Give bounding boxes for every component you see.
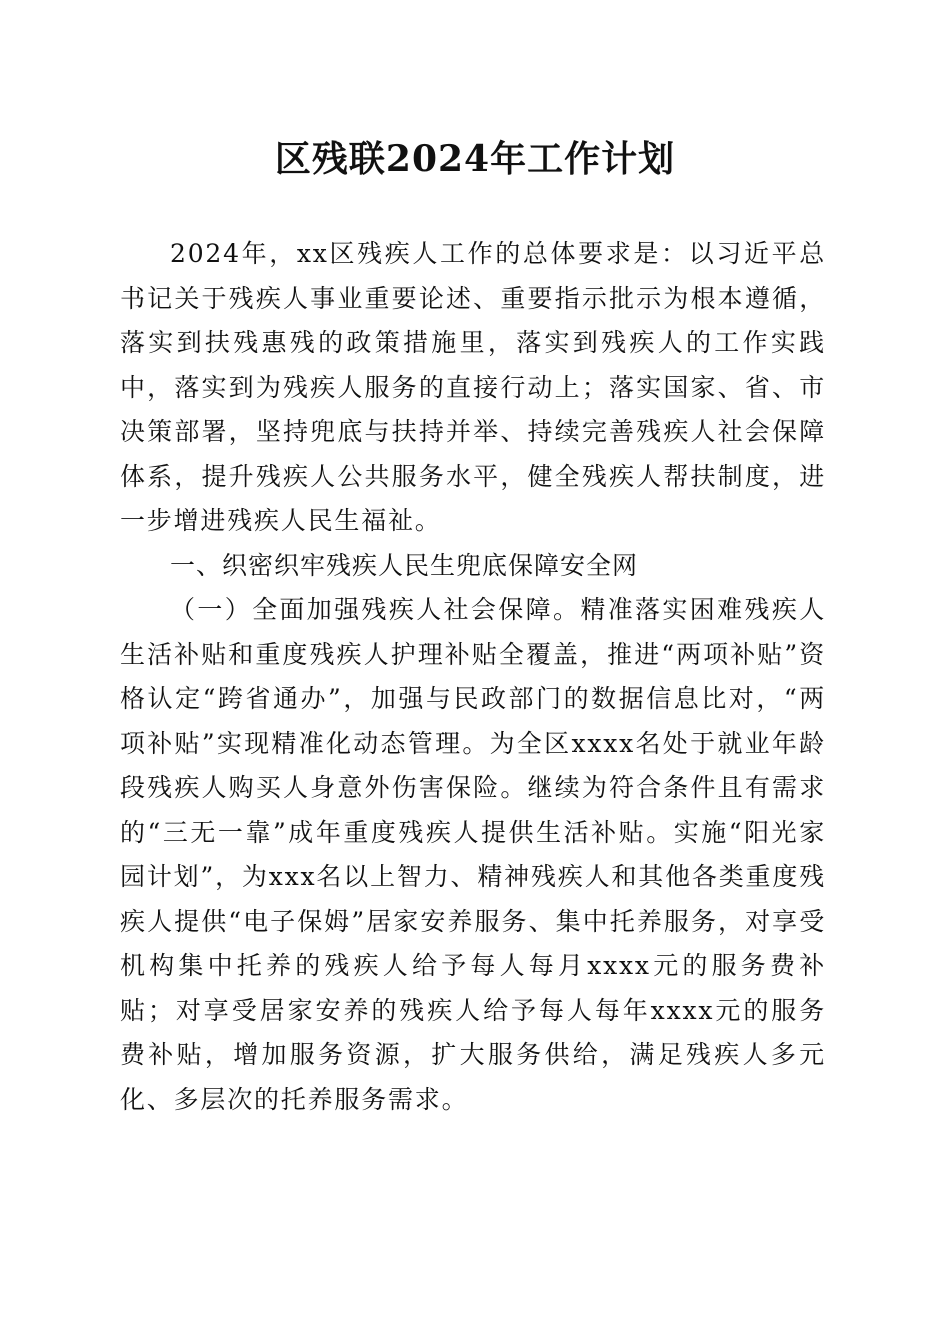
subsection-paragraph-1 xyxy=(120,588,826,1122)
subsection-text-1: 精准落实困难残疾人生活补贴和重度残疾人护理补贴全覆盖，推进“两项补贴”资格认定“跨省通办”，加强与民政部门的数据信息比对，“两项补贴”实现精准化动态管理。为全区xxxx名处于就业年龄段残疾人购买人身意外伤害保险。继续为符合条件且有需求的“三无一靠”成年重度残疾人提供生活补贴。实施“阳光家园计划”，为xxx名以上智力、精神残疾人和其他各类重度残疾人提供“电子保姆”居家安养服务、集中托养服务，对享受机构集中托养的残疾人给予每人每月xxxx元的服务费补贴；对享受居家安养的残疾人给予每人每年xxxx元的服务费补贴，增加服务资源，扩大服务供给，满足残疾人多元化、多层次的托养服务需求。 xyxy=(120,595,826,1114)
document-body xyxy=(120,232,826,1122)
subsection-lead-1: （一）全面加强残疾人社会保障。 xyxy=(170,595,581,624)
document-title: 区残联2024年工作计划 xyxy=(274,138,676,180)
section-heading-1: 一、织密织牢残疾人民生兜底保障安全网 xyxy=(170,550,639,580)
intro-paragraph: 2024年，xx区残疾人工作的总体要求是：以习近平总书记关于残疾人事业重要论述、重要指示批示为根本遵循，落实到扶残惠残的政策措施里，落实到残疾人的工作实践中，落实到为残疾人服务的直接行动上；落实国家、省、市决策部署，坚持兜底与扶持并举、持续完善残疾人社会保障体系，提升残疾人公共服务水平，健全残疾人帮扶制度，进一步增进残疾人民生福祉。 xyxy=(120,239,826,535)
